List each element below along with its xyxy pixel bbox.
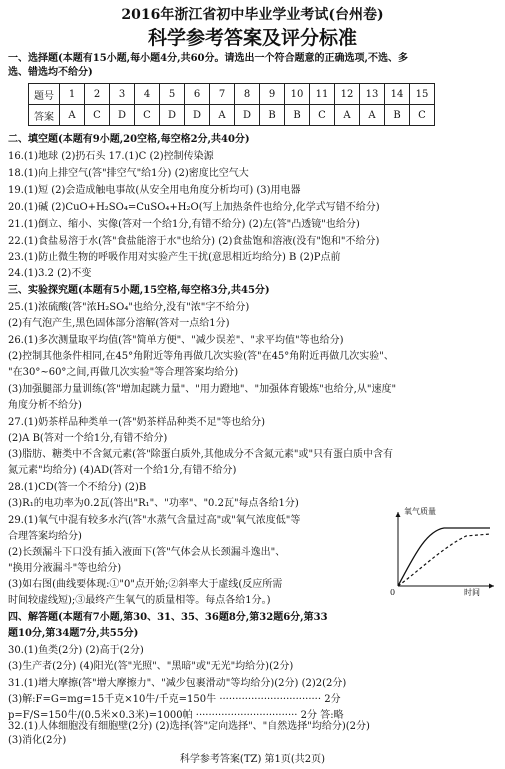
question-number-cell: 12: [335, 84, 360, 105]
question-number-cell: 4: [135, 84, 160, 105]
answer-cell: D: [185, 105, 210, 126]
answer-line: "换用分液漏斗"等也给分): [8, 563, 122, 574]
answer-line: 18.(1)向上排空气(答"排空气"给1分) (2)密度比空气大: [8, 168, 249, 179]
exam-title: 2016年浙江省初中毕业学业考试(台州卷): [121, 7, 384, 23]
answer-line: 27.(1)奶茶样品种类单一(答"奶茶样品种类不足"等也给分): [8, 417, 266, 428]
answer-cell: B: [385, 105, 410, 126]
answer-line: 19.(1)短 (2)会造成触电事故(从安全用电角度分析均可) (3)用电器: [8, 185, 301, 196]
answer-cell: A: [360, 105, 385, 126]
graph-origin: 0: [390, 588, 396, 596]
answer-line: (3)解:F=G=mg=15千克×10牛/千克=150牛 ································ 2分: [8, 694, 341, 705]
page-title: 科学参考答案及评分标准: [147, 27, 357, 49]
question-number-cell: 13: [360, 84, 385, 105]
answer-cell: C: [85, 105, 110, 126]
table-header-cell: 答案: [29, 105, 60, 126]
answer-line: 角度分析不给分): [8, 400, 82, 411]
question-number-cell: 15: [410, 84, 435, 105]
question-number-cell: 1: [60, 84, 85, 105]
answer-table: [28, 83, 435, 126]
page-footer: 科学参考答案(TZ) 第1页(共2页): [179, 754, 326, 765]
answer-cell: B: [260, 105, 285, 126]
answer-cell: C: [410, 105, 435, 126]
section-heading: 三、实验探究题(本题有5小题,15空格,每空格3分,共45分): [8, 285, 270, 296]
answer-line: (2)A B(答对一个给1分,有错不给分): [8, 433, 168, 444]
table-row: [29, 105, 435, 126]
answer-cell: D: [110, 105, 135, 126]
x-axis-arrow: [489, 584, 494, 589]
answer-line: 氮元素"均给分) (4)AD(答对一个给1分,有错不给分): [8, 465, 237, 476]
y-axis-arrow: [396, 512, 401, 517]
question-number-cell: 6: [185, 84, 210, 105]
answer-line: (2)有气泡产生,黑色固体部分溶解(答对一点给1分): [8, 318, 230, 329]
question-number-cell: 8: [235, 84, 260, 105]
answer-line: 26.(1)多次测量取平均值(答"简单方便"、"减少误差"、"求平均值"等也给分): [8, 335, 344, 346]
oxygen-mass-graph: [384, 506, 498, 596]
answer-line: (3)加强腿部力量训练(答"增加起跳力量"、"用力蹬地"、"加强体育锻炼"也给分,从"速度": [8, 384, 397, 395]
answer-line: 31.(1)增大摩擦(答"增大摩擦力"、"减少包裹滑动"等均给分)(2分) (2)2(2分): [8, 678, 347, 689]
answer-cell: D: [160, 105, 185, 126]
answer-cell: B: [285, 105, 310, 126]
answer-line: 24.(1)3.2 (2)不变: [8, 268, 92, 279]
question-number-cell: 2: [85, 84, 110, 105]
graph-ylabel: 氧气质量: [404, 507, 436, 516]
answer-line: 25.(1)浓硫酸(答"浓H₂SO₄"也给分,没有"浓"字不给分): [8, 302, 250, 313]
section-heading: 一、选择题(本题有15小题,每小题4分,共60分。请选出一个符合题意的正确选项,不选、多: [8, 53, 408, 64]
section-heading: 二、填空题(本题有9小题,20空格,每空格2分,共40分): [8, 134, 250, 145]
answer-line: 20.(1)碱 (2)CuO+H₂SO₄=CuSO₄+H₂O(写上加热条件也给分,化学式写错不给分): [8, 202, 380, 213]
answer-line: (3)生产者(2分) (4)阳光(答"光照"、"黑暗"或"无光"均给分)(2分): [8, 661, 294, 672]
answer-line: p=F/S=150牛/(0.5米×0.3米)=1000帕 ································ 2分 答:略: [8, 710, 344, 721]
answer-line: 23.(1)防止微生物的呼吸作用对实验产生干扰(意思相近均给分) B (2)P点前: [8, 252, 341, 263]
graph-xlabel: 时间: [464, 588, 480, 596]
section-heading: 题10分,第34题7分,共55分): [8, 628, 139, 639]
question-number-cell: 9: [260, 84, 285, 105]
answer-line: (3)消化(2分): [8, 735, 67, 746]
table-row: [29, 84, 435, 105]
answer-line: 28.(1)CD(答一个不给分) (2)B: [8, 482, 147, 493]
answer-line: 22.(1)食盐易溶于水(答"食盐能溶于水"也给分) (2)食盐饱和溶液(没有"饱和"不给分): [8, 236, 380, 247]
answer-line: (3)如右图(曲线要体现:①"0"点开始;②斜率大于虚线(反应所需: [8, 579, 283, 590]
question-number-cell: 10: [285, 84, 310, 105]
answer-cell: A: [60, 105, 85, 126]
answer-line: 32.(1)人体细胞没有细胞壁(2分) (2)选择(答"定向选择"、"自然选择"均给分)(2分): [8, 721, 370, 732]
answer-line: 30.(1)鱼类(2分) (2)高于(2分): [8, 645, 144, 656]
answer-line: (3)脂肪、糖类中不含氮元素(答"除蛋白质外,其他成分不含氮元素"或"只有蛋白质中含有: [8, 449, 394, 460]
section-heading: 四、解答题(本题有7小题,第30、31、35、36题8分,第32题6分,第33: [8, 612, 328, 623]
question-number-cell: 5: [160, 84, 185, 105]
question-number-cell: 14: [385, 84, 410, 105]
table-header-cell: 题号: [29, 84, 60, 105]
question-number-cell: 7: [210, 84, 235, 105]
answer-line: (2)长颈漏斗下口没有插入液面下(答"气体会从长颈漏斗逸出"、: [8, 547, 286, 558]
answer-line: 29.(1)氧气中混有较多水汽(答"水蒸气含量过高"或"氧气浓度低"等: [8, 515, 301, 526]
answer-cell: A: [335, 105, 360, 126]
solid-curve: [398, 528, 490, 586]
answer-line: (2)控制其他条件相同,在45°角附近等角再做几次实验(答"在45°角附近再做几次实验"、: [8, 351, 394, 362]
section-heading: 选、错选均不给分): [8, 67, 93, 78]
answer-line: 21.(1)倒立、缩小、实像(答对一个给1分,有错不给分) (2)左(答"凸透镜"也给分): [8, 219, 360, 230]
question-number-cell: 11: [310, 84, 335, 105]
answer-cell: D: [235, 105, 260, 126]
question-number-cell: 3: [110, 84, 135, 105]
answer-line: 时间较虚线短);③最终产生氧气的质量相等。每点各给1分。): [8, 595, 271, 606]
answer-line: 16.(1)地球 (2)扔石头 17.(1)C (2)控制传染源: [8, 151, 214, 162]
answer-cell: A: [210, 105, 235, 126]
answer-line: 合理答案均给分): [8, 531, 82, 542]
answer-cell: C: [135, 105, 160, 126]
answer-line: (3)R₁的电功率为0.2瓦(答出"R₁"、"功率"、"0.2瓦"每点各给1分): [8, 498, 299, 509]
answer-line: "在30°~60°之间,再做几次实验"等合理答案均给分): [8, 367, 239, 378]
answer-cell: C: [310, 105, 335, 126]
